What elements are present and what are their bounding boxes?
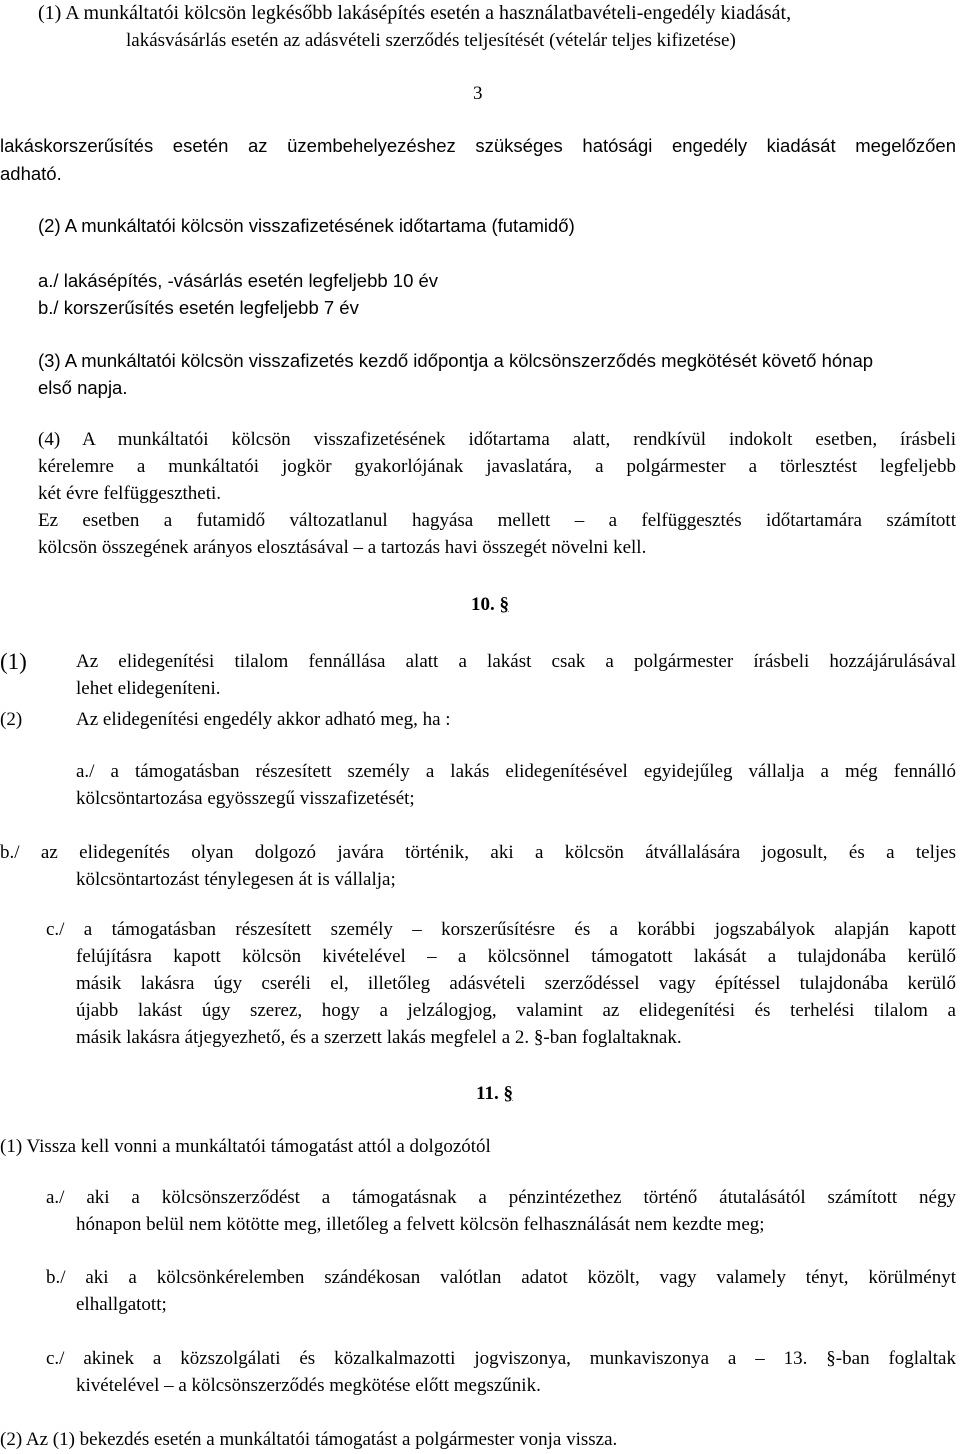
paragraph-line: kölcsön összegének arányos elosztásával – a tartozás havi összegét növelni kell.	[38, 537, 647, 558]
paragraph-line: kölcsöntartozást ténylegesen át is vállalja;	[76, 869, 396, 890]
paragraph-line: kölcsöntartozása egyösszegű visszafizetését;	[76, 788, 415, 809]
paragraph-2: (2) A munkáltatói kölcsön visszafizetésének időtartama (futamidő)	[38, 215, 575, 236]
paragraph-line: újabb lakást úgy szerez, hogy a jelzálogjog, valamint az elidegenítési és terhelési tilalom a	[76, 1000, 956, 1021]
paragraph-line: első napja.	[38, 377, 128, 398]
section-10-item-a	[76, 758, 956, 812]
paragraph-line: (4) A munkáltatói kölcsön visszafizetésének időtartama alatt, rendkívül indokolt esetben, írásbeli	[38, 429, 956, 450]
paragraph-line: b./ aki a kölcsönkérelemben szándékosan valótlan adatot közölt, vagy valamely tényt, körülményt	[46, 1267, 956, 1288]
paragraph-line: elhallgatott;	[76, 1294, 167, 1315]
paragraph-text: Az elidegenítési engedély akkor adható meg, ha :	[76, 709, 451, 730]
section-number: 11.	[476, 1083, 499, 1104]
section-11-paragraph-1: (1) Vissza kell vonni a munkáltatói támogatást attól a dolgozótól	[0, 1136, 491, 1157]
paragraph-line: hónapon belül nem kötötte meg, illetőleg a felvett kölcsön felhasználását nem kezdte meg;	[76, 1214, 765, 1235]
paragraph-line: c./ akinek a közszolgálati és közalkalmazotti jogviszonya, munkaviszonya a – 13. §-ban foglaltak	[46, 1348, 956, 1369]
paragraph-line: adható.	[0, 163, 62, 184]
page-number: 3	[473, 83, 483, 104]
section-sign: §	[499, 594, 509, 615]
paragraph-line: kérelemre a munkáltatói jogkör gyakorlójának javaslatára, a polgármester a törlesztést legfeljebb	[38, 456, 956, 477]
paragraph-line: a./ a támogatásban részesített személy a lakás elidegenítésével egyidejűleg vállalja a még fennálló	[76, 761, 956, 782]
paragraph-3	[38, 347, 956, 401]
paragraph-line: kivételével – a kölcsönszerződés megkötése előtt megszűnik.	[76, 1375, 541, 1396]
paragraph-line: két évre felfüggesztheti.	[38, 483, 222, 504]
list-item-a: a./ lakásépítés, -vásárlás esetén legfeljebb 10 év	[38, 270, 439, 291]
section-10-paragraph-1	[0, 648, 956, 702]
paragraph-line: másik lakásra átjegyezhető, és a szerzett lakás megfelel a 2. §-ban foglaltaknak.	[76, 1027, 682, 1048]
section-sign: §	[503, 1083, 513, 1104]
section-11-paragraph-2: (2) Az (1) bekezdés esetén a munkáltatói támogatást a polgármester vonja vissza.	[0, 1429, 618, 1450]
section-heading-11	[476, 1080, 513, 1107]
paragraph-number: (2)	[0, 709, 23, 730]
section-heading-10	[471, 591, 509, 618]
section-11-item-c	[46, 1345, 956, 1399]
paragraph-line: felújításra kapott kölcsön kivételével – a kölcsönnel támogatott lakását a tulajdonába kerülő	[76, 946, 956, 967]
paragraph-line: (3) A munkáltatói kölcsön visszafizetés kezdő időpontja a kölcsönszerződés megkötését követő hónap	[38, 350, 874, 371]
paragraph-number: (1)	[0, 649, 27, 674]
section-11-item-b	[46, 1264, 956, 1318]
paragraph-line: másik lakásra úgy cseréli el, illetőleg adásvételi szerződéssel vagy építéssel tulajdonába kerülő	[76, 973, 956, 994]
paragraph-line: b./ az elidegenítés olyan dolgozó javára történik, aki a kölcsön átvállalására jogosult, és a teljes	[0, 842, 956, 863]
paragraph-line: Az elidegenítési tilalom fennállása alatt a lakást csak a polgármester írásbeli hozzájárulásával	[76, 651, 956, 672]
paragraph-line: a./ aki a kölcsönszerződést a támogatásnak a pénzintézethez történő átutalásától számított négy	[46, 1187, 956, 1208]
paragraph-line: c./ a támogatásban részesített személy – korszerűsítésre és a korábbi jogszabályok alapján kapott	[46, 919, 956, 940]
paragraph-line: (1) A munkáltatói kölcsön legkésőbb lakásépítés esetén a használatbavételi-engedély kiadását,	[38, 2, 792, 24]
paragraph-line: lehet elidegeníteni.	[76, 678, 221, 699]
list-item-b: b./ korszerűsítés esetén legfeljebb 7 év	[38, 297, 359, 318]
paragraph-4	[38, 426, 956, 561]
section-10-paragraph-2	[0, 706, 451, 733]
section-number: 10.	[471, 594, 495, 615]
paragraph-1-top	[38, 0, 900, 54]
section-11-item-a	[46, 1184, 956, 1238]
paragraph-line: lakásvásárlás esetén az adásvételi szerződés teljesítését (vételár teljes kifizetése)	[126, 30, 736, 51]
paragraph-line: Ez esetben a futamidő változatlanul hagyása mellett – a felfüggesztés időtartamára számított	[38, 510, 956, 531]
section-10-item-c	[46, 916, 956, 1051]
paragraph-line: lakáskorszerűsítés esetén az üzembehelyezéshez szükséges hatósági engedély kiadását megelőzően	[0, 135, 956, 156]
section-10-item-b	[0, 839, 956, 893]
paragraph-continuation	[0, 132, 956, 187]
